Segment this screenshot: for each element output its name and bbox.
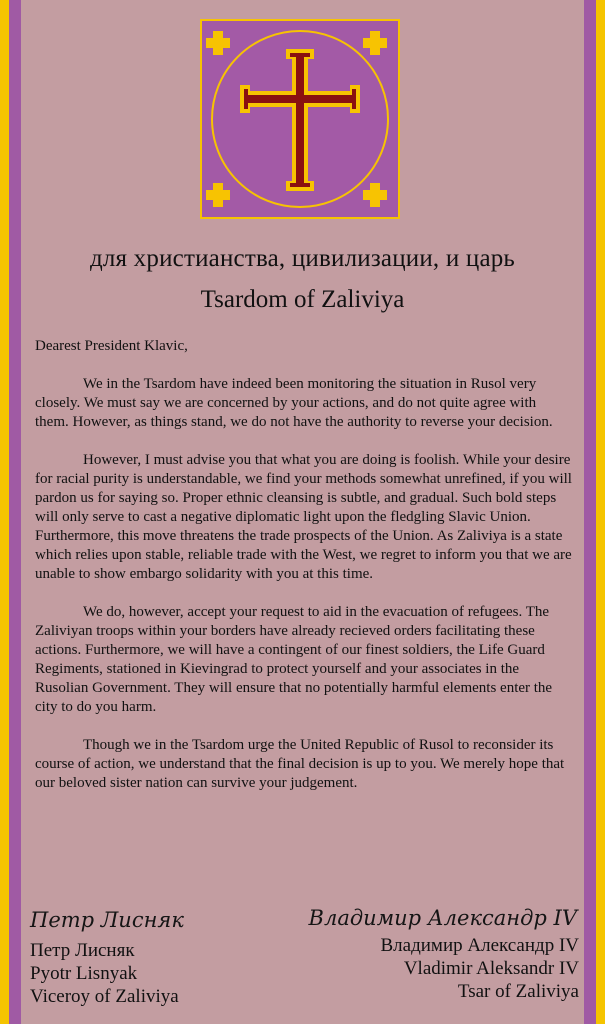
signature-block-tsar [381, 934, 580, 1003]
signatory-name-latin: Vladimir Aleksandr IV [403, 958, 579, 979]
paragraph: We in the Tsardom have indeed been monitoring the situation in Rusol very closely. We must say we are concerned by your actions, and do not quite agree with them. However, as things stand, we do not have the authority to reverse your decision. [35, 376, 553, 430]
signatory-name-cyrillic: Петр Лисняк [30, 940, 135, 961]
paragraph: However, I must advise you that what you are doing is foolish. While your desire for racial purity is understandable, we find your methods somewhat unrefined, if you will pardon us for saying so. Proper ethnic cleansing is subtle, and gradual. Such bold steps will only serve to cast a negative diplomatic light upon the fledgling Slavic Union. Furthermore, this move threatens the trade prospects of the Union. As Zaliviya is a state which relies upon stable, reliable trade with the West, we regret to inform you that we are unable to show embargo solidarity with you at this time. [35, 452, 572, 582]
paragraph: We do, however, accept your request to aid in the evacuation of refugees. The Zaliviyan troops within your borders have already recieved orders facilitating these actions. Furthermore, we will have a contingent of our finest soldiers, the Life Guard Regiments, stationed in Kievingrad to protect yourself and your associates in the Rusolian Government. They will ensure that no potentially harmful elements enter the city to do you harm. [35, 604, 553, 715]
letter-body [35, 337, 572, 812]
left-border-gold [0, 0, 9, 1024]
signature-block-viceroy [30, 939, 179, 1008]
right-border-purple [584, 0, 596, 1024]
signatory-name-latin: Pyotr Lisnyak [30, 963, 138, 984]
signatory-name-cyrillic: Владимир Александр IV [380, 935, 579, 956]
signature-viceroy: Петр Лисняк [30, 908, 184, 932]
paragraph: Though we in the Tsardom urge the United Republic of Rusol to reconsider its course of action, we understand that the final decision is up to you. We merely hope that our beloved sister nation can survive your judgement. [35, 737, 565, 791]
right-border-gold [596, 0, 605, 1024]
left-border-purple [9, 0, 21, 1024]
motto: для христианства, цивилизации, и царь [89, 245, 516, 272]
orthodox-cross-emblem-icon [200, 19, 400, 219]
signatory-title: Viceroy of Zaliviya [30, 986, 179, 1007]
state-name-heading: Tsardom of Zaliviya [200, 286, 405, 313]
signatory-title: Tsar of Zaliviya [457, 981, 579, 1002]
salutation: Dearest President Klavic, [35, 338, 188, 354]
signature-tsar: Владимир Александр IV [308, 906, 577, 930]
